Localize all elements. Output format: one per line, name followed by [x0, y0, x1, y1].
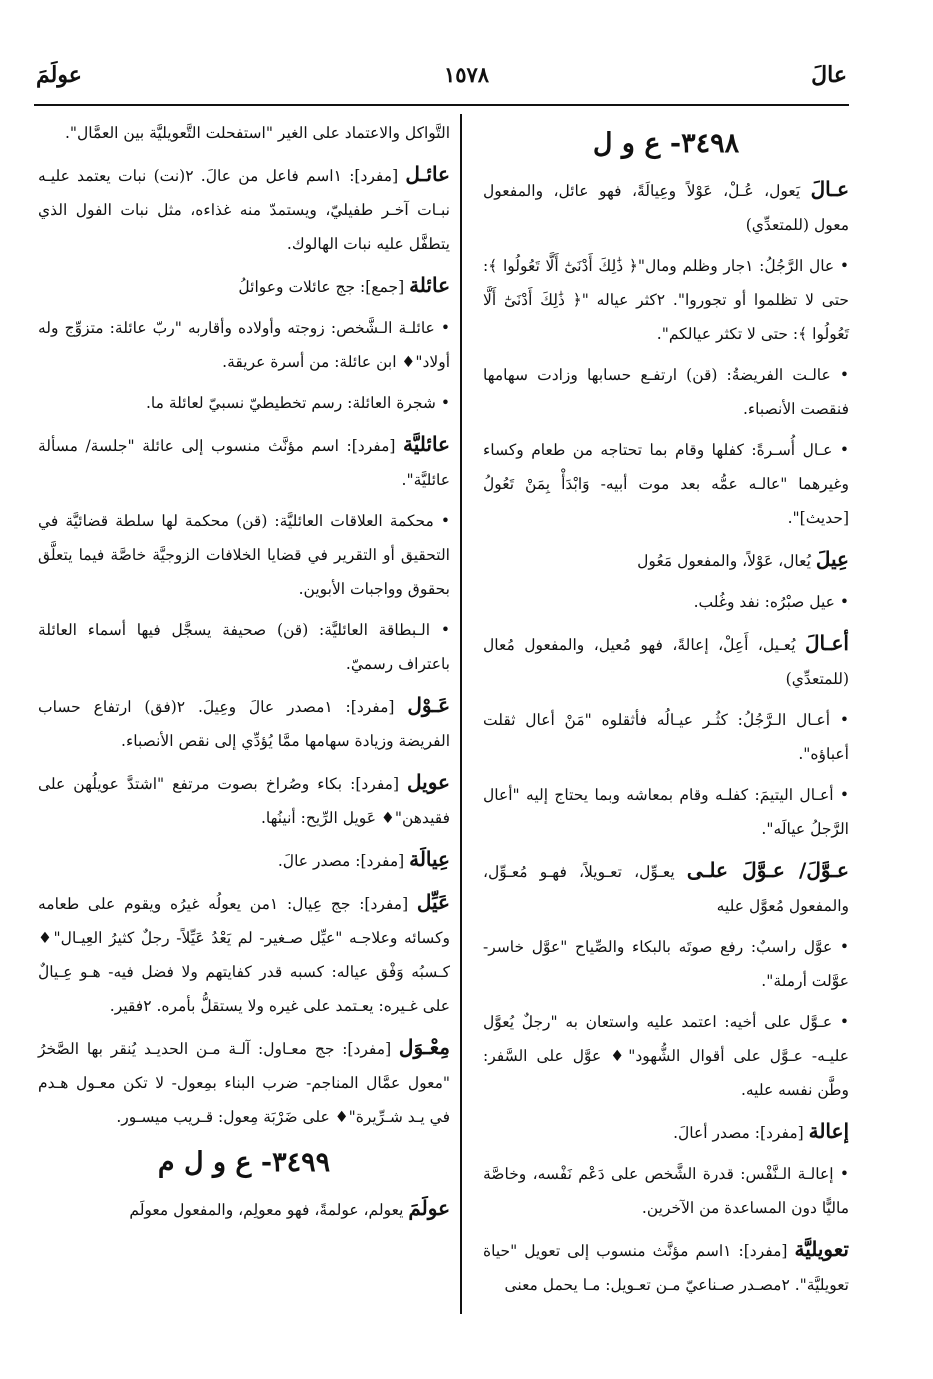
entry-definition: [مفرد]: مصدر عالَ.	[277, 852, 410, 870]
entry-definition: [مفرد]: بكاء وصُراخ بصوت مرتفع "اشتدَّ عويلُهن على فقيدهن"♦ عَويل الرِّيح: أنينُها.	[38, 775, 450, 827]
entry-definition: [مفرد]: ١مصدر عالَ وعِيلَ. ٢(فق) ارتفاع حساب الفريضة وزيادة سهامها ممَّا يُؤدِّي إلى نقص الأنصباء.	[38, 698, 450, 750]
entry-headword: عائـل	[405, 162, 450, 186]
dictionary-entry	[483, 542, 849, 578]
dictionary-entry	[38, 885, 450, 1023]
dictionary-entry	[38, 1030, 450, 1134]
entry-headword: عائلة	[409, 273, 450, 297]
sense-paragraph: • عائلـة الـشَّخص: زوجته وأولاده وأقاربه "ربّ عائلة: متزوِّج وله أولاد"♦ ابن عائلة: من أسرة عريقة.	[38, 319, 450, 371]
entry-headword: عَيِّل	[416, 890, 450, 914]
entry-headword: إعالة	[808, 1119, 849, 1143]
header-rule	[34, 104, 849, 106]
dictionary-entry	[38, 268, 450, 304]
entry-headword: عَـوْل	[407, 693, 450, 717]
sense-paragraph: • عيل صبْرُه: نفد وغُلب.	[693, 593, 849, 611]
dictionary-entry	[483, 172, 849, 242]
entry-headword: عِيلَ	[815, 547, 849, 571]
sense-paragraph: • عـال أُسـرةً: كفلها وقام بما تحتاجه من طعام وكساء وغيرهما "عالـه عمُّه بعد موت أبيه- وَابْدَأْ بِمَنْ تَعُولُ [حديث]".	[483, 441, 849, 527]
dictionary-entry	[38, 1191, 450, 1227]
dictionary-entry	[483, 1232, 849, 1302]
entry-headword: عويل	[407, 770, 450, 794]
entry-definition: يعـوِّل، تعـويلاً، فهـو مُعـوِّل، والمفعول مُعوَّل عليه	[483, 863, 849, 915]
entry-headword: عـالَ	[810, 177, 849, 201]
dictionary-entry	[38, 765, 450, 835]
dictionary-entry	[38, 157, 450, 261]
entry-definition: [مفرد]: جج عِيال: ١من يعولُه غيرُه ويقوم على طعامه وكسائه وعلاجـه "عيِّل صـغير- لم يَعْدُ عَيِّلاً- رجلٌ كثيرُ العِيـال"♦ كـسبُه وَفْق عياله: كسبه قدر كفايتهم ولا فضل فيه- هـو عِـيالٌ على غـيره: يعـتمد على غيره ولا يستقلُّ بأمره. ٢فقير.	[38, 895, 450, 1015]
entry-definition: يعولم، عولمةً، فهو معولِم، والمفعول معولَم	[129, 1201, 409, 1219]
dictionary-entry	[483, 626, 849, 696]
entry-headword: تعويليَّة	[794, 1237, 849, 1261]
dictionary-entry	[38, 842, 450, 878]
header-guide-word-right: عالَ	[811, 62, 847, 88]
dictionary-entry	[483, 1114, 849, 1150]
entry-definition: [مفرد]: جج معـاول: آلـة مـن الحديـد يُنقر بها الصَّخرُ "معول عمَّال المناجم- ضرب البناء بمِعول- لا تكن معـول هـدم في يـد شـرِّيرة"♦ على ضَرْبَة مِعول: قـريب ميسـور.	[38, 1040, 450, 1126]
sense-paragraph: • عـوَّل على أخيه: اعتمد عليه واستعان به "رجلٌ يُعوَّل عليـه- عـوَّل على أقوال الشُّهود"♦ عوَّل على السَّفر: وطَّن نفسه عليه.	[483, 1013, 849, 1099]
entry-definition: يُعال، عَوْلاً، والمفعول مَعُول	[637, 552, 816, 570]
dictionary-entry	[38, 427, 450, 497]
dictionary-entry	[38, 688, 450, 758]
entry-headword: مِعْـوَل	[398, 1035, 450, 1059]
sense-paragraph: • شجرة العائلة: رسم تخطيطيّ نسبيّ لعائلة ما.	[145, 394, 450, 412]
dictionary-entry	[483, 853, 849, 923]
entry-definition: يَعول، عُـلْ، عَوْلاً وعِيالَةً، فهو عائل، والمفعول معول (للمتعدِّي)	[483, 182, 849, 234]
sense-paragraph: • عوَّل راسبٌ: رفع صوتَه بالبكاء والصِّياح "عوَّل خاسر- عوَّلت أرملة".	[483, 938, 849, 990]
entry-headword: عائليَّة	[403, 432, 450, 456]
right-column	[483, 116, 849, 1309]
entry-headword: أعـالَ	[805, 631, 849, 655]
left-column	[38, 116, 450, 1234]
header-guide-word-left: عولَمَ	[36, 62, 82, 88]
sense-paragraph: • عال الرَّجُلُ: ١جار وظلم ومال"﴿ ذَٰلِكَ أَدْنَىٰٓ أَلَّا تَعُولُوا ﴾: حتى لا تظلموا أو تجوروا". ٢كثر عياله "﴿ ذَٰلِكَ أَدْنَىٰٓ أَلَّا تَعُولُوا ﴾: حتى لا تكثر عيالكم".	[483, 257, 849, 343]
root-section-heading: ٣٤٩٩- ع و ل م	[157, 1147, 331, 1178]
sense-paragraph: • عالـت الفريضةُ: (قن) ارتفـع حسابها وزادت سهامها فنقصت الأنصباء.	[483, 366, 849, 418]
sense-paragraph: • الـبطاقة العائليَّة: (قن) صحيفة يسجَّل فيها أسماء العائلة باعتراف رسميّ.	[38, 621, 450, 673]
sense-paragraph: • أعـال اليتيمَ: كفلـه وقام بمعاشه وبما يحتاج إليه "أعال الرَّجلُ عيالَه".	[483, 786, 849, 838]
entry-definition: [مفرد]: اسم مؤنَّث منسوب إلى عائلة "جلسة/ مسألة عائليَّة".	[38, 437, 450, 489]
entry-definition: [مفرد]: ١اسم فاعل من عالَ. ٢(نت) نبات يعتمد عليـه نبـات آخـر طفيليّ، ويستمدّ منه غذاءه، مثل نبات الفول الذي يتطفَّل عليه نبات الهالوك.	[38, 167, 450, 253]
page-number: ١٥٧٨	[443, 62, 490, 87]
entry-definition: يُعـيل، أَعِلْ، إعالةً، فهو مُعيل، والمفعول مُعال (للمتعدِّي)	[483, 636, 849, 688]
entry-definition: [جمع]: جج عائلات وعوائلُ	[238, 278, 410, 296]
sense-paragraph: • أعـال الـرَّجُلُ: كثُـر عيـالُه فأثقلوه "مَنْ أعال ثقلت أعباؤه".	[483, 711, 849, 763]
sense-paragraph: التَّواكل والاعتماد على الغير "استفحلت التَّعويليَّة بين العمَّال".	[64, 124, 450, 142]
sense-paragraph: • إعالـة الـنَّفْس: قدرة الشَّخص على دَعْم نَفْسه، وخاصَّة ماليًّا دون المساعدة من الآخرين.	[483, 1165, 849, 1217]
entry-headword: عـوَّلَ/ عـوَّلَ علـى	[686, 858, 849, 882]
entry-definition: [مفرد]: ١اسم مؤنَّث منسوب إلى تعويل "حياة تعويليَّة". ٢مصـدر صـناعيّ مـن تعـويل: مـا يحمل معنى	[483, 1242, 849, 1294]
sense-paragraph: • محكمة العلاقات العائليَّة: (قن) محكمة لها سلطة قضائيَّة في التحقيق أو التقرير في قضايا الخلافات الزوجيَّة خاصَّة فيما يتعلَّق بحقوق وواجبات الأبوين.	[38, 512, 450, 598]
entry-definition: [مفرد]: مصدر أعالَ.	[673, 1124, 809, 1142]
entry-headword: عولَمَ	[408, 1196, 450, 1220]
entry-headword: عِيالَة	[409, 847, 450, 871]
root-section-heading: ٣٤٩٨- ع و ل	[592, 128, 740, 159]
column-divider	[460, 114, 462, 1314]
